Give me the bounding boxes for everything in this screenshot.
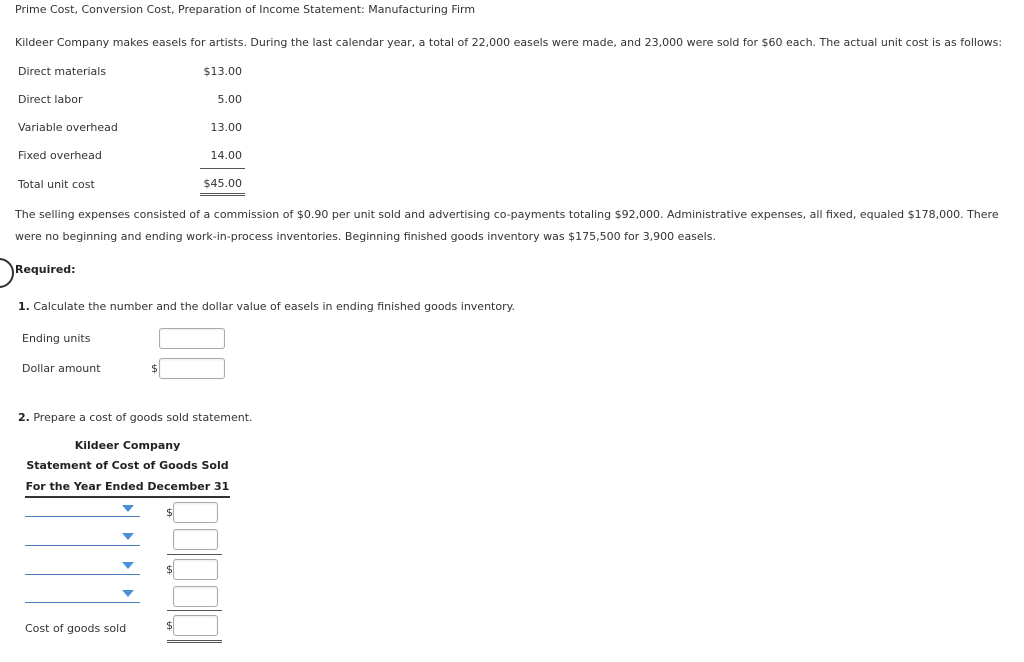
required-heading: Required: <box>15 263 76 276</box>
cost-label-fixed-overhead: Fixed overhead <box>18 149 102 162</box>
dollar-amount-input[interactable] <box>159 358 225 379</box>
row-1-dollar-sign: $ <box>166 506 173 519</box>
select-underline <box>25 574 140 575</box>
cost-label-total: Total unit cost <box>18 178 95 191</box>
row-3-dollar-sign: $ <box>166 563 173 576</box>
statement-title: Statement of Cost of Goods Sold <box>26 459 229 472</box>
cost-label-direct-labor: Direct labor <box>18 93 83 106</box>
cogs-amount-input[interactable] <box>173 615 218 636</box>
select-underline <box>25 602 140 603</box>
statement-header-rule <box>25 496 230 498</box>
cost-value-variable-overhead: 13.00 <box>210 121 242 134</box>
cogs-double-rule-top <box>167 640 222 641</box>
row-2-amount-input[interactable] <box>173 529 218 550</box>
total-double-rule-bottom <box>200 195 245 196</box>
total-double-rule-top <box>200 193 245 194</box>
cost-value-total: $45.00 <box>203 177 242 190</box>
question-2-text: Prepare a cost of goods sold statement. <box>33 411 253 424</box>
question-1-text: Calculate the number and the dollar value of easels in ending finished goods inventory. <box>33 300 516 313</box>
cogs-dollar-sign: $ <box>166 619 173 632</box>
cost-label-direct-materials: Direct materials <box>18 65 107 78</box>
question-2-number: 2. <box>18 411 30 424</box>
chevron-down-icon[interactable] <box>122 533 134 540</box>
row-4-amount-input[interactable] <box>173 586 218 607</box>
ending-units-label: Ending units <box>22 332 91 345</box>
dollar-amount-label: Dollar amount <box>22 362 101 375</box>
subtotal-rule <box>200 168 245 169</box>
select-underline <box>25 545 140 546</box>
intro-text: Kildeer Company makes easels for artists. During the last calendar year, a total of 22,000 easels were made, and 23,000 were sold for $60 each. The actual unit cost is as follows: <box>15 36 1003 49</box>
chevron-down-icon[interactable] <box>122 505 134 512</box>
cost-label-variable-overhead: Variable overhead <box>18 121 118 134</box>
cost-value-fixed-overhead: 14.00 <box>210 149 242 162</box>
select-underline <box>25 516 140 517</box>
row-3-amount-input[interactable] <box>173 559 218 580</box>
section-marker-icon <box>0 258 14 288</box>
row-2-subtotal-rule <box>167 554 222 555</box>
row-4-subtotal-rule <box>167 610 222 611</box>
problem-paragraph: The selling expenses consisted of a commission of $0.90 per unit sold and advertising co-payments totaling $92,000. Administrative expenses, all fixed, equaled $178,000. There were no beginning and ending work-in-process inventories. Beginning finished goods inventory was $175,500 for 3,900 easels. <box>15 208 999 243</box>
chevron-down-icon[interactable] <box>122 562 134 569</box>
dollar-sign: $ <box>151 362 158 375</box>
row-1-amount-input[interactable] <box>173 502 218 523</box>
statement-company: Kildeer Company <box>74 439 181 452</box>
question-1-number: 1. <box>18 300 30 313</box>
chevron-down-icon[interactable] <box>122 590 134 597</box>
problem-title: Prime Cost, Conversion Cost, Preparation of Income Statement: Manufacturing Firm <box>15 3 476 16</box>
question-2 <box>18 411 253 424</box>
cost-value-direct-labor: 5.00 <box>217 93 242 106</box>
question-1 <box>18 300 515 313</box>
cogs-label: Cost of goods sold <box>25 622 127 635</box>
cost-value-direct-materials: $13.00 <box>203 65 242 78</box>
cogs-double-rule-bottom <box>167 642 222 643</box>
ending-units-input[interactable] <box>159 328 225 349</box>
statement-period: For the Year Ended December 31 <box>25 480 230 493</box>
